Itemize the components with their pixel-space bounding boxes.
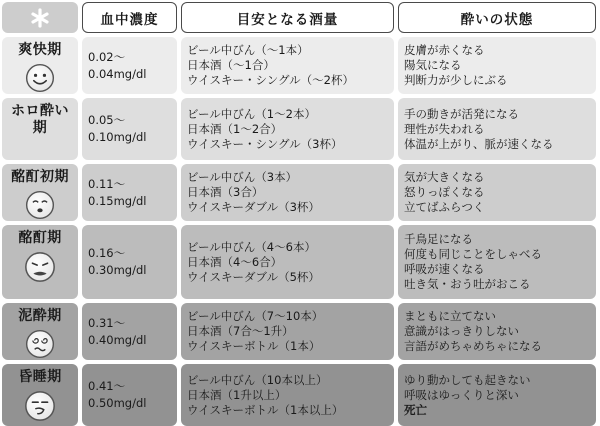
state-line: 手の動きが活発になる bbox=[404, 106, 519, 121]
amount-line: ビール中びん（7〜10本） bbox=[187, 309, 324, 323]
stage-name-line: ホロ酔い bbox=[11, 103, 69, 119]
header-state: 酔いの状態 bbox=[398, 2, 596, 33]
amount-line: ウイスキー・シングル（〜2杯） bbox=[187, 73, 354, 87]
state-line: 意識がはっきりしない bbox=[404, 324, 519, 338]
amount-cell bbox=[181, 364, 394, 426]
amount-line: 日本酒（3合） bbox=[187, 185, 264, 199]
smiling-face-icon bbox=[23, 62, 57, 94]
stage-name-line: 酩酊期 bbox=[18, 230, 62, 246]
amount-line: ビール中びん（3本） bbox=[187, 170, 298, 184]
stage-name bbox=[11, 169, 69, 186]
stage-name bbox=[18, 369, 62, 386]
bac-cell bbox=[82, 364, 177, 426]
state-cell bbox=[398, 303, 596, 360]
stage-name-line: 酩酊初期 bbox=[11, 169, 69, 185]
state-cell bbox=[398, 98, 596, 160]
stage-cell bbox=[2, 225, 78, 299]
amount-line: ウイスキーボトル（1本以上） bbox=[187, 402, 344, 417]
state-cell bbox=[398, 164, 596, 221]
amount-line: ビール中びん（4〜6本） bbox=[187, 239, 316, 254]
header-bac: 血中濃度 bbox=[82, 2, 177, 33]
stage-cell bbox=[2, 364, 78, 426]
stage-name bbox=[18, 230, 62, 247]
amount-line: ビール中びん（10本以上） bbox=[187, 372, 328, 387]
bac-cell bbox=[82, 164, 177, 221]
state-cell bbox=[398, 225, 596, 299]
stage-name bbox=[11, 103, 69, 137]
state-line: 千鳥足になる bbox=[404, 232, 473, 246]
stage-name-line: 爽快期 bbox=[18, 42, 62, 58]
amount-line: 日本酒（7合〜1升） bbox=[187, 324, 294, 338]
bac-line: 0.31〜 bbox=[88, 315, 126, 330]
state-line: 呼吸が速くなる bbox=[404, 262, 485, 276]
state-line: 判断力が少しにぶる bbox=[404, 73, 508, 87]
amount-line: 日本酒（1〜2合） bbox=[187, 121, 283, 136]
state-line-emphasis: 死亡 bbox=[404, 402, 427, 417]
state-line: ゆり動かしても起きない bbox=[404, 372, 531, 387]
state-line: 皮膚が赤くなる bbox=[404, 43, 485, 57]
bac-line: 0.50mg/dl bbox=[88, 396, 147, 410]
bac-line: 0.04mg/dl bbox=[88, 66, 147, 81]
state-line: 何度も同じことをしゃべる bbox=[404, 247, 542, 261]
alcohol-stage-table bbox=[2, 2, 598, 424]
stage-cell bbox=[2, 303, 78, 360]
amount-cell bbox=[181, 225, 394, 299]
state-line: 理性が失われる bbox=[404, 121, 485, 136]
amount-line: ウイスキー・シングル（3杯） bbox=[187, 136, 343, 151]
stage-name-line: 期 bbox=[32, 120, 48, 136]
amount-cell bbox=[181, 303, 394, 360]
state-line: 呼吸はゆっくりと深い bbox=[404, 387, 519, 402]
amount-line: ウイスキーダブル（3杯） bbox=[187, 200, 320, 214]
stage-cell bbox=[2, 164, 78, 221]
header-amount: 目安となる酒量 bbox=[181, 2, 394, 33]
bac-line: 0.15mg/dl bbox=[88, 193, 147, 208]
bac-line: 0.10mg/dl bbox=[88, 130, 147, 144]
bac-line: 0.16〜 bbox=[88, 246, 126, 260]
bac-line: 0.40mg/dl bbox=[88, 332, 147, 347]
stage-name bbox=[18, 42, 62, 59]
bac-cell bbox=[82, 37, 177, 94]
state-line: 吐き気・おう吐がおこる bbox=[404, 277, 531, 291]
bac-line: 0.11〜 bbox=[88, 176, 126, 191]
amount-line: ウイスキーボトル（1本） bbox=[187, 339, 321, 353]
amount-line: ビール中びん（〜1本） bbox=[187, 43, 309, 57]
unconscious-face-icon bbox=[23, 389, 57, 423]
stage-cell bbox=[2, 98, 78, 160]
bac-line: 0.05〜 bbox=[88, 113, 126, 127]
stage-name bbox=[18, 308, 62, 325]
state-line: 怒りっぽくなる bbox=[404, 185, 485, 199]
amount-line: 日本酒（4〜6合） bbox=[187, 254, 283, 269]
header-corner-cell bbox=[2, 2, 78, 33]
state-line: 体温が上がり、脈が速くなる bbox=[404, 136, 554, 151]
amount-line: ビール中びん（1〜2本） bbox=[187, 106, 316, 121]
bac-line: 0.41〜 bbox=[88, 379, 126, 393]
state-cell bbox=[398, 37, 596, 94]
bac-line: 0.02〜 bbox=[88, 49, 126, 64]
asterisk-icon bbox=[29, 7, 51, 29]
amount-line: 日本酒（1升以上） bbox=[187, 387, 287, 402]
stage-name-line: 昏睡期 bbox=[18, 369, 62, 385]
drunk-face-icon bbox=[23, 250, 57, 284]
state-line: 気が大きくなる bbox=[404, 170, 485, 184]
stage-name-line: 泥酔期 bbox=[18, 308, 62, 324]
state-cell bbox=[398, 364, 596, 426]
bac-cell bbox=[82, 225, 177, 299]
dizzy-face-icon bbox=[23, 328, 57, 360]
state-line: まともに立てない bbox=[404, 309, 496, 323]
state-line: 陽気になる bbox=[404, 58, 462, 72]
tipsy-face-icon bbox=[23, 189, 57, 221]
state-line: 言語がめちゃめちゃになる bbox=[404, 339, 542, 353]
amount-cell bbox=[181, 164, 394, 221]
amount-cell bbox=[181, 37, 394, 94]
bac-cell bbox=[82, 303, 177, 360]
amount-line: 日本酒（〜1合） bbox=[187, 58, 275, 72]
stage-cell bbox=[2, 37, 78, 94]
amount-cell bbox=[181, 98, 394, 160]
bac-cell bbox=[82, 98, 177, 160]
state-line: 立てばふらつく bbox=[404, 200, 485, 214]
amount-line: ウイスキーダブル（5杯） bbox=[187, 269, 320, 284]
bac-line: 0.30mg/dl bbox=[88, 263, 147, 277]
